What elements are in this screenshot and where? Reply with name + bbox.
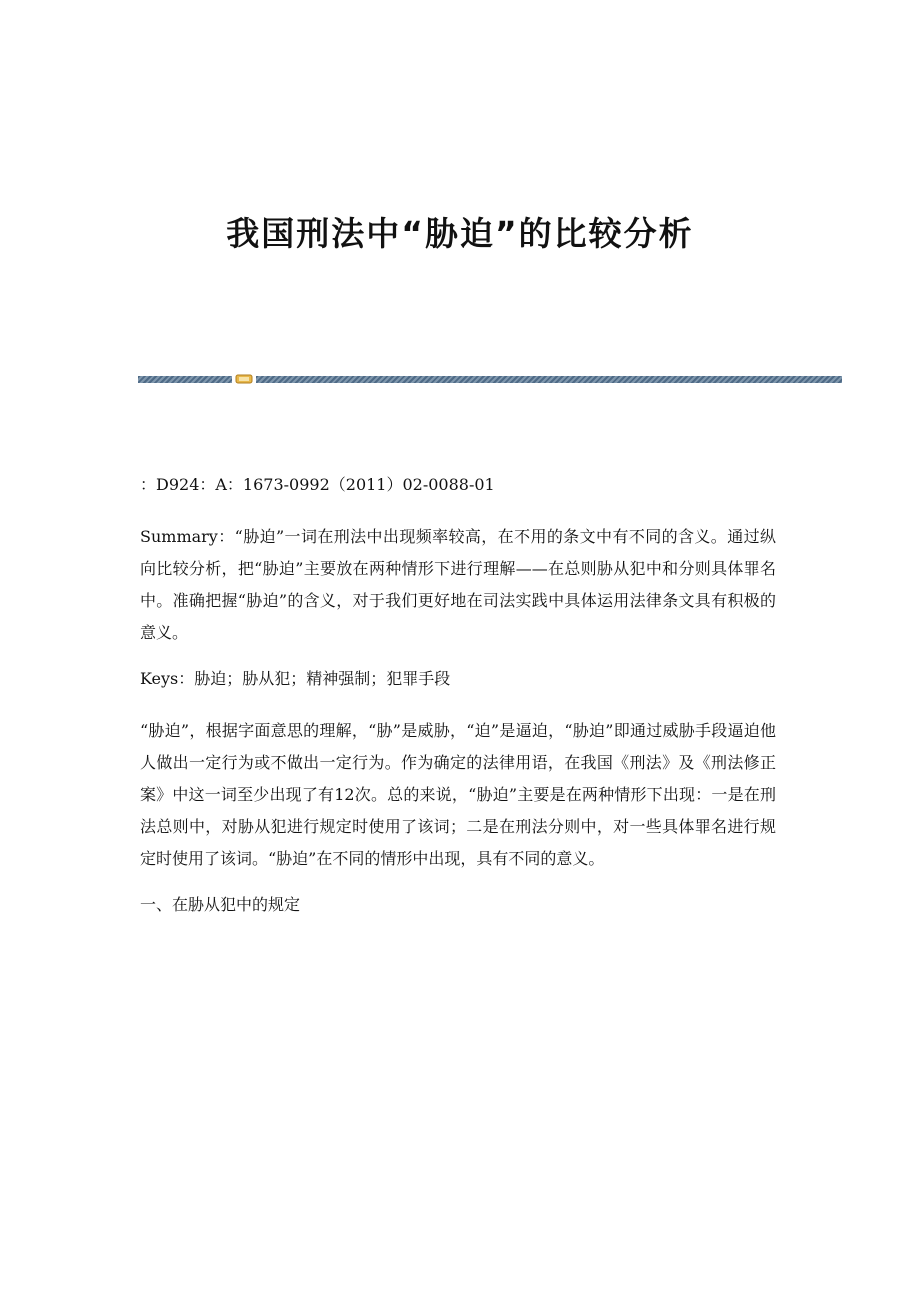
divider-bar-right: [256, 376, 842, 383]
divider-ornament-icon: [235, 373, 253, 385]
title-divider: [138, 373, 842, 385]
summary-paragraph: Summary：“胁迫”一词在刑法中出现频率较高，在不用的条文中有不同的含义。通过纵向比较分析，把“胁迫”主要放在两种情形下进行理解——在总则胁从犯中和分则具体罪名中。准确把握“胁迫”的含义，对于我们更好地在司法实践中具体运用法律条文具有积极的意义。: [140, 527, 776, 642]
keywords-line: Keys：胁迫；胁从犯；精神强制；犯罪手段: [140, 669, 451, 688]
classification-line: ：D924：A：1673-0992（2011）02-0088-01: [140, 475, 495, 494]
divider-bar-left: [138, 376, 232, 383]
page-title: 我国刑法中“胁迫”的比较分析: [226, 214, 694, 253]
section-heading: 一、在胁从犯中的规定: [140, 895, 301, 914]
body-paragraph: “胁迫”，根据字面意思的理解，“胁”是威胁，“迫”是逼迫，“胁迫”即通过威胁手段逼迫他人做出一定行为或不做出一定行为。作为确定的法律用语，在我国《刑法》及《刑法修正案》中这一词至少出现了有12次。总的来说，“胁迫”主要是在两种情形下出现：一是在刑法总则中，对胁从犯进行规定时使用了该词；二是在刑法分则中，对一些具体罪名进行规定时使用了该词。“胁迫”在不同的情形中出现，具有不同的意义。: [140, 721, 776, 868]
document-body: [140, 469, 776, 935]
